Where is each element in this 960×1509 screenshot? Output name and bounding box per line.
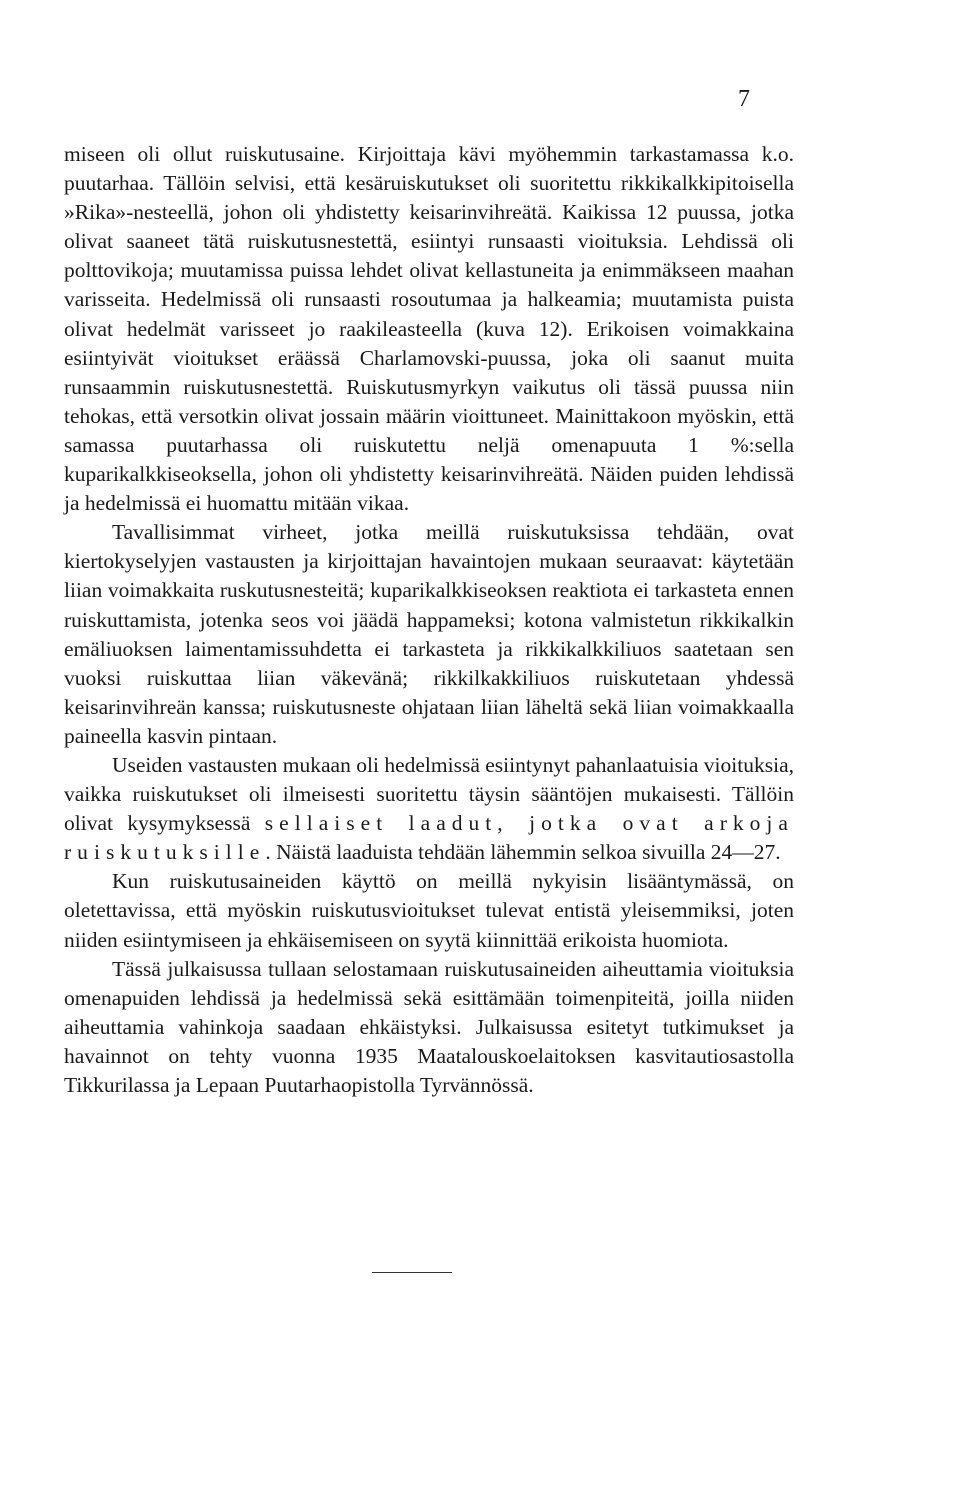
page-number: 7 — [738, 86, 750, 112]
paragraph-3 — [64, 751, 794, 867]
paragraph-3-start: Useiden vastausten mukaan oli hedelmissä esiintynyt pahanlaatuisia vioituksia, vaikka ruiskutukset oli ilmeisesti suoritettu täysin sääntöjen mukaisesti. Tällöin olivat kysymyksessä — [64, 752, 794, 836]
body-text — [64, 140, 794, 1100]
paragraph-5: Tässä julkaisussa tullaan selostamaan ruiskutusaineiden aiheuttamia vioituksia omenapuiden lehdissä ja hedelmissä sekä esittämään toimenpiteitä, joilla niiden aiheuttamia vahinkoja saadaan ehkäistyksi. Julkaisussa esitetyt tutkimukset ja havainnot on tehty vuonna 1935 Maatalouskoelaitoksen kasvitautiosastolla Tikkurilassa ja Lepaan Puutarhaopistolla Tyrvännössä. — [64, 956, 794, 1097]
paragraph-1: miseen oli ollut ruiskutusaine. Kirjoittaja kävi myöhemmin tarkastamassa k.o. puutarhaa. Tällöin selvisi, että kesäruiskutukset oli suoritettu rikkikalkkipitoisella »Rika»-nesteellä, johon oli yhdistetty keisarinvihreätä. Kaikissa 12 puussa, jotka olivat saaneet tätä ruiskutusnestettä, esiintyi runsaasti vioituksia. Lehdissä oli polttovikoja; muutamissa puissa lehdet olivat kellastuneita ja enimmäkseen maahan varisseita. Hedelmissä oli runsaasti rosoutumaa ja halkeamia; muutamista puista olivat hedelmät varisseet jo raakileasteella (kuva 12). Erikoisen voimakkaina esiintyivät vioitukset eräässä Charlamovski-puussa, joka oli saanut muita runsaammin ruiskutusnestettä. Ruiskutusmyrkyn vaikutus oli tässä puussa niin tehokas, että versotkin olivat jossain määrin vioittuneet. Mainittakoon myöskin, että samassa puutarhassa oli ruiskutettu neljä omenapuuta 1 %:sella kuparikalkkiseoksella, johon oli yhdistetty keisarinvihreätä. Näiden puiden lehdissä ja hedelmissä ei huomattu mitään vikaa. — [64, 142, 794, 516]
paragraph-3-end: . Näistä laaduista tehdään lähemmin selkoa sivuilla 24—27. — [265, 840, 781, 865]
paragraph-2: Tavallisimmat virheet, jotka meillä ruiskutuksissa tehdään, ovat kiertokyselyjen vastausten ja kirjoittajan havaintojen mukaan seuraavat: käytetään liian voimakkaita ruskutusnesteitä; kuparikalkkiseoksen reaktiota ei tarkasteta ennen ruiskuttamista, jotenka seos voi jäädä happameksi; kotona valmistetun rikkikalkin emäliuoksen laimentamissuhdetta ei tarkasteta ja rikkikalkkiliuos saatetaan sen vuoksi ruiskuttaa liian väkevänä; rikkilkakkiliuos ruiskutetaan yhdessä keisarinvihreän kanssa; ruiskutusneste ohjataan liian läheltä sekä liian voimakkaalla paineella kasvin pintaan. — [64, 520, 794, 748]
paragraph-4: Kun ruiskutusaineiden käyttö on meillä nykyisin lisääntymässä, on oletettavissa, että myöskin ruiskutusvioitukset tulevat entistä yleisemmiksi, joten niiden esiintymiseen ja ehkäisemiseen on syytä kiinnittää erikoista huomiota. — [64, 869, 794, 952]
spaced-emphasis: sellaiset laadut, jotka ovat arkoja ruiskutuksille — [64, 811, 794, 865]
section-end-rule — [372, 1272, 452, 1273]
